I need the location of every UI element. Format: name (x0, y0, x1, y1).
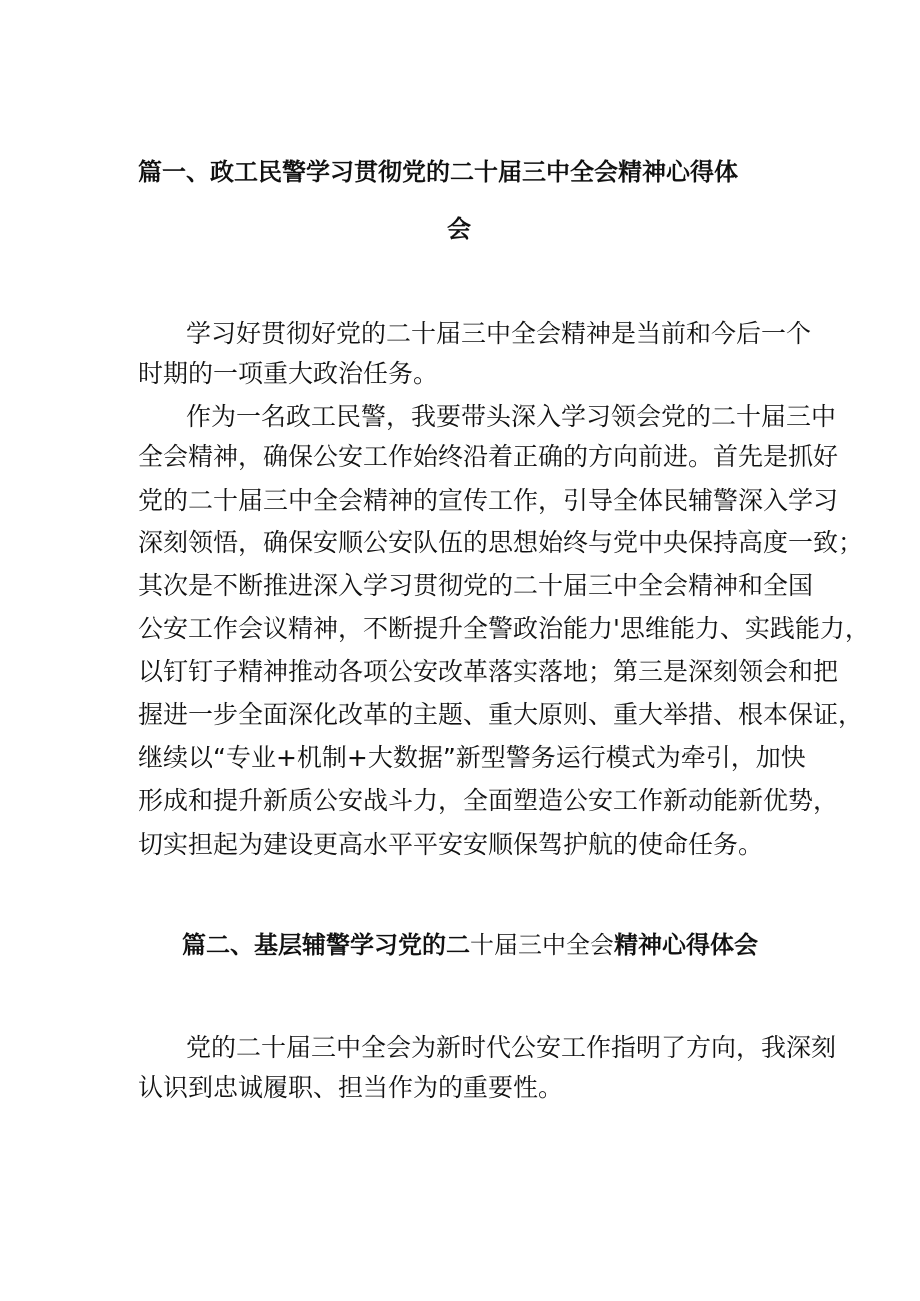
section1-p2-line1: 作为一名政工民警，我要带头深入学习领会党的二十届三中 (186, 402, 837, 431)
section2-title-part3: 精神心得体会 (614, 931, 758, 959)
section1-p2-line9: 继续以“专业+机制+大数据”新型警务运行模式为牵引，加快 (138, 743, 806, 772)
section1-p2-line6: 公安工作会议精神，不断提升全警政治能力'思维能力、实践能力， (138, 614, 870, 643)
section2-title (182, 928, 758, 962)
section1-p2-line3: 党的二十届三中全会精神的宣传工作，引导全体民辅警深入学习 (138, 486, 839, 515)
section2-p1-line1: 党的二十届三中全会为新时代公安工作指明了方向，我深刻 (186, 1033, 837, 1062)
section1-p1-line1: 学习好贯彻好党的二十届三中全会精神是当前和今后一个 (186, 319, 812, 348)
section1-p2-line5: 其次是不断推进深入学习贯彻党的二十届三中全会精神和全国 (138, 571, 814, 600)
section1-title-line1: 篇一、政工民警学习贯彻党的二十届三中全会精神心得体 (138, 158, 738, 186)
section1-p2-line2: 全会精神，确保公安工作始终沿着正确的方向前进。首先是抓好 (138, 442, 839, 471)
section1-p2-line7: 以钉钉子精神推动各项公安改革落实落地；第三是深刻领会和把 (138, 657, 839, 686)
section1-p1-line2: 时期的一项重大政治任务。 (138, 359, 439, 388)
section1-p2-line10: 形成和提升新质公安战斗力，全面塑造公安工作新动能新优势， (138, 786, 839, 815)
section1-p2-line4: 深刻领悟，确保安顺公安队伍的思想始终与党中央保持高度一致； (138, 528, 864, 557)
section2-title-part1: 篇二、基层辅警学习党的二 (182, 931, 470, 959)
section1-p2-line11: 切实担起为建设更高水平平安安顺保驾护航的使命任务。 (138, 830, 764, 859)
section1-title-line2: 会 (447, 215, 471, 243)
section1-p2-line8: 握进一步全面深化改革的主题、重大原则、重大举措、根本保证， (138, 700, 864, 729)
section2-title-part2: 十届三中全会 (470, 931, 614, 959)
section2-p1-line2: 认识到忠诚履职、担当作为的重要性。 (138, 1073, 564, 1102)
